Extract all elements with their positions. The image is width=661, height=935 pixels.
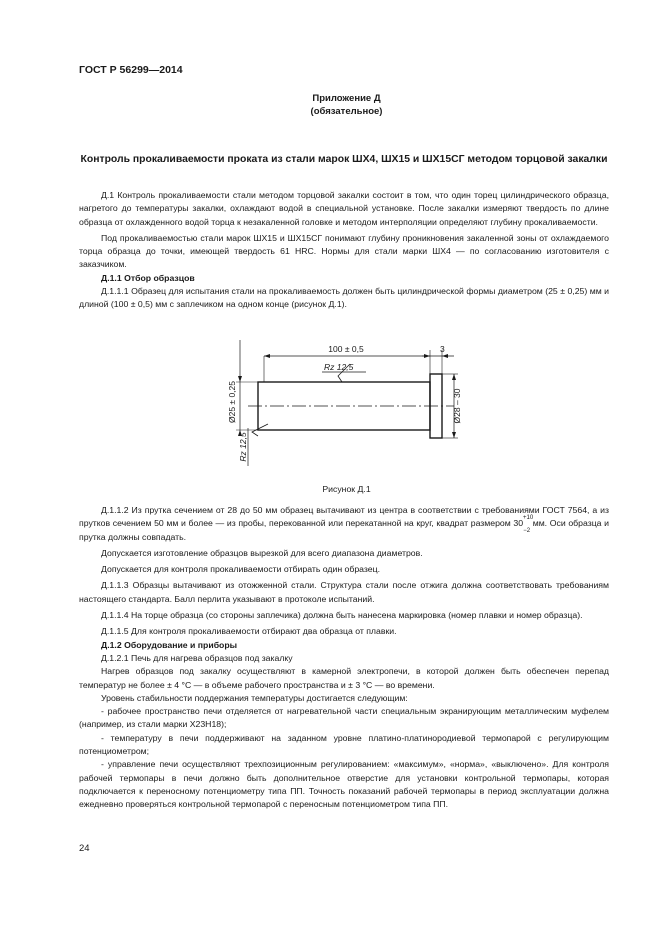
text-block-2	[79, 504, 609, 812]
paragraph-d1: Д.1 Контроль прокаливаемости стали методом торцовой закалки состоит в том, что один торец цилиндрического образца, нагретого до температуры закалки, охлаждают водой в специальной установке. После закалки измеряют твердость по длине образца от охлажденного водой торца к незакаленной головке и методом интерполяции определяют глубину прокаливаемости.	[79, 190, 609, 227]
rough-top-label: Rz 12,5	[324, 362, 354, 372]
list-item-muffle: - рабочее пространство печи отделяется от нагревательной части специальным экранирующим металлическим муфелем (например, из стали марки Х23Н18);	[79, 706, 609, 730]
paragraph-d114: Д.1.1.4 На торце образца (со стороны заплечика) должна быть нанесена маркировка (номер плавки и номер образца).	[101, 610, 583, 621]
heading-d12: Д.1.2 Оборудование и приборы	[101, 639, 238, 650]
dim-collar-label: Ø28 – 30	[452, 388, 462, 424]
paragraph-cutting: Допускается изготовление образцов вырезкой для всего диапазона диаметров.	[101, 547, 423, 558]
document-code: ГОСТ Р 56299—2014	[79, 64, 183, 76]
text-block-1	[79, 189, 609, 312]
paragraph-stability: Уровень стабильности поддержания температуры достигается следующим:	[101, 692, 408, 703]
paragraph-d115: Д.1.1.5 Для контроля прокаливаемости отбирают два образца от плавки.	[101, 626, 397, 637]
dim-shoulder-label: 3	[440, 344, 445, 354]
annex-status: (обязательное)	[310, 106, 383, 117]
figure-caption: Рисунок Д.1	[322, 484, 371, 494]
tolerance-lower: −2	[523, 528, 531, 535]
paragraph-furnace: Нагрев образцов под закалку осуществляют в камерной электропечи, в которой должен быть обеспечен перепад температур не более ± 4 °С — в объеме рабочего пространства и ± 3 °С — во времени.	[79, 666, 609, 690]
tolerance-upper: +10	[523, 515, 534, 522]
dim-diameter-label: Ø25 ± 0,25	[227, 381, 237, 423]
paragraph-d112: Д.1.1.2 Из прутка сечением от 28 до 50 мм образец вытачивают из центра в соответствии с требованиями ГОСТ 7564, а из прутков сечением 50 мм и более — из пробы, перекованной или перекатанной на круг, квадрат размером $30^{+10}_{-2}$ мм. Оси образца и прутка должны совпадать.	[79, 505, 610, 542]
paragraph-d111: Д.1.1.1 Образец для испытания стали на прокаливаемость должен быть цилиндрической формы диаметром (25 ± 0,25) мм и длиной (100 ± 0,5) мм с заплечиком на одном конце (рисунок Д.1).	[79, 286, 609, 310]
annex-title: Приложение Д	[312, 93, 381, 104]
section-title: Контроль прокаливаемости проката из стали марок ШХ4, ШХ15 и ШХ15СГ методом торцовой закалки	[80, 154, 608, 165]
page-number: 24	[79, 843, 90, 854]
list-item-control: - управление печи осуществляют трехпозиционным регулированием: «максимум», «норма», «выключено». Для контроля рабочей термопары в печи должно быть дополнительное отверстие для установки контрольной термопары, которая подключается к переносному потенциометру типа ПП. Точность показаний рабочей термопары в период эксплуатации должна ежедневно проверяться контрольной термопарой с переносным потенциометром типа ПП.	[79, 759, 609, 810]
rough-end-label: Rz 12,5	[238, 432, 248, 462]
paragraph-definition: Под прокаливаемостью стали марок ШХ15 и ШХ15СГ понимают глубину проникновения закаленной зоны от охлаждаемого торца образца до точки, имеющей твердость 61 HRC. Нормы для стали марки ШХ4 — по согласованию изготовителя с заказчиком.	[79, 232, 609, 270]
annex-heading	[0, 92, 661, 118]
dim-length-label: 100 ± 0,5	[328, 344, 364, 354]
paragraph-one-sample: Допускается для контроля прокаливаемости отбирать один образец.	[101, 564, 381, 575]
figure-d1-drawing	[226, 332, 466, 472]
list-item-thermocouple: - температуру в печи поддерживают на заданном уровне платино-платинородиевой термопарой с регулирующим потенциометром;	[79, 732, 609, 757]
paragraph-d121: Д.1.2.1 Печь для нагрева образцов под закалку	[101, 652, 293, 663]
heading-d11: Д.1.1 Отбор образцов	[101, 272, 195, 283]
paragraph-d113: Д.1.1.3 Образцы вытачивают из отожженной стали. Структура стали после отжига должна соответствовать требованиям настоящего стандарта. Балл перлита указывают в протоколе испытаний.	[79, 580, 609, 604]
